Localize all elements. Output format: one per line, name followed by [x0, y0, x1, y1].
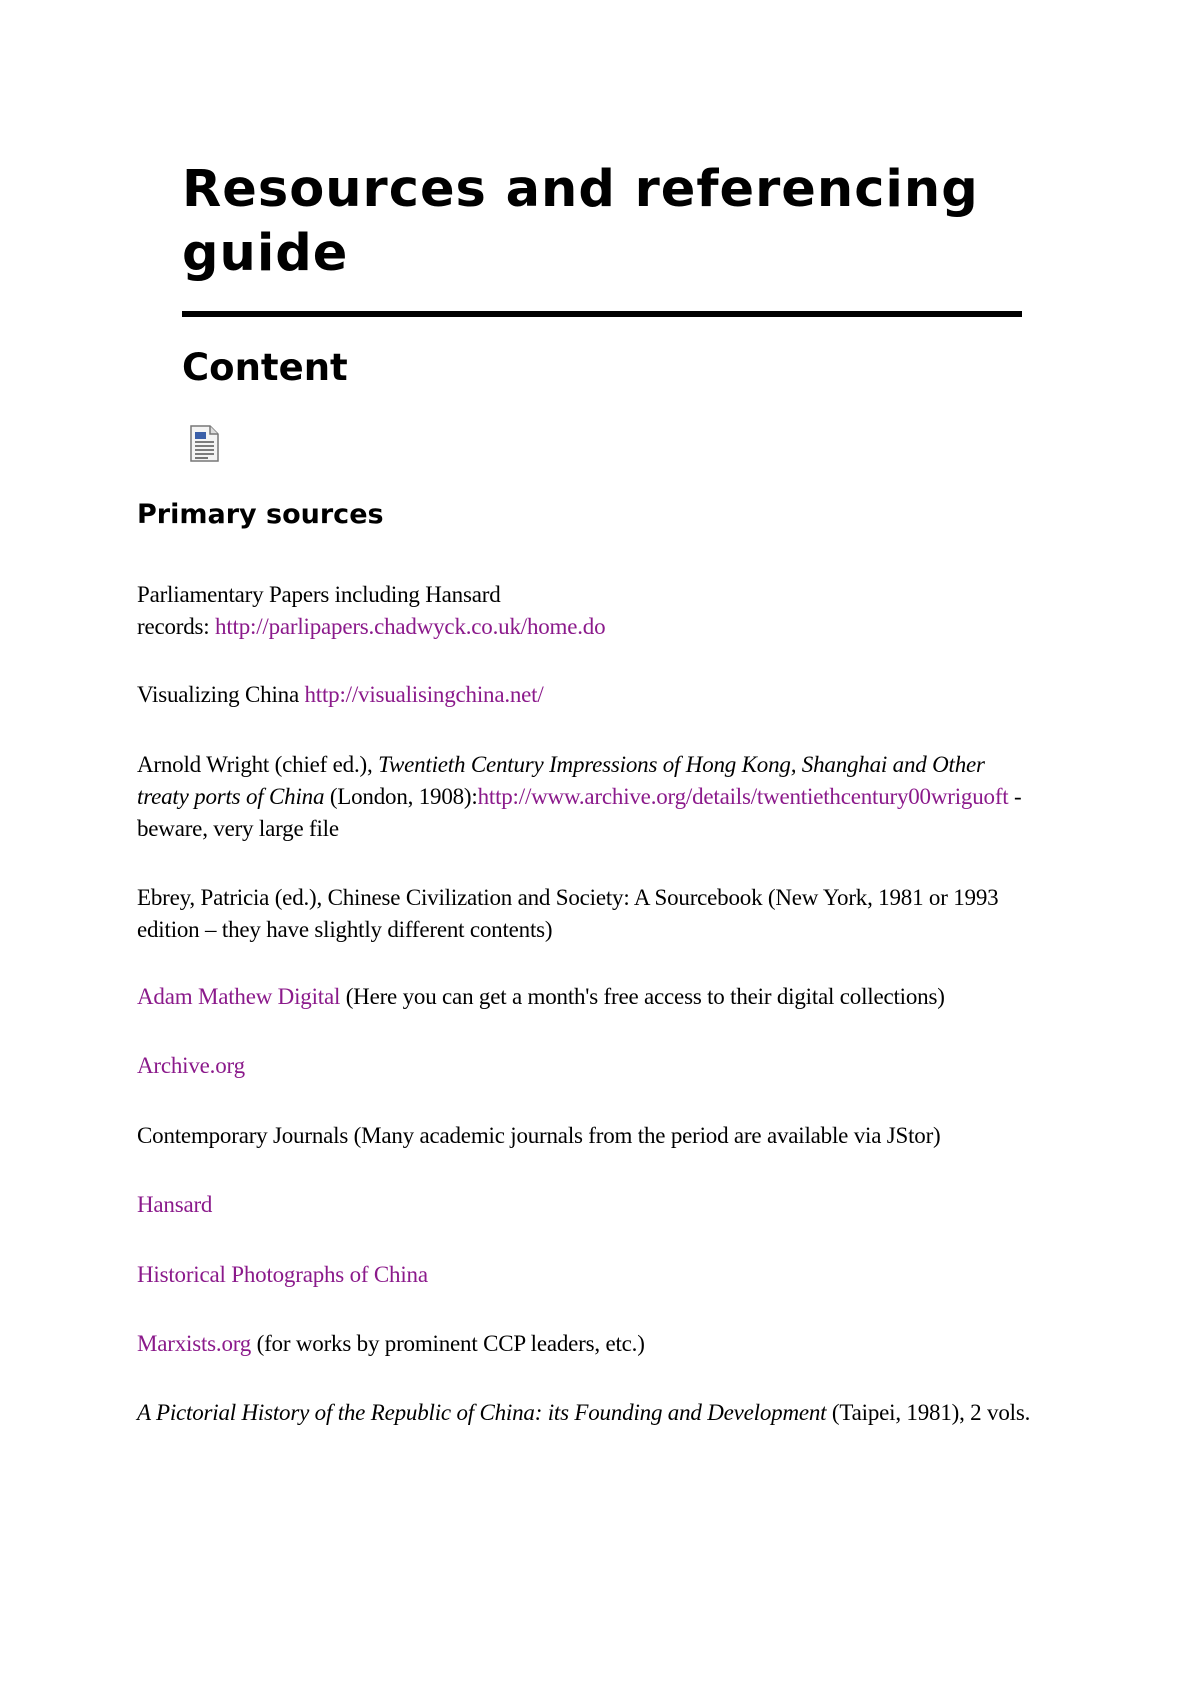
entry-archive-org [137, 1050, 1037, 1082]
entry-historical-photographs [137, 1259, 1037, 1291]
page-title: Resources and referencing guide [182, 160, 979, 283]
entry-pictorial-history [137, 1397, 1037, 1429]
entry-text: Visualizing China [137, 682, 305, 707]
title-divider [182, 311, 1022, 317]
document-icon[interactable] [188, 424, 222, 464]
historical-photographs-link[interactable]: Historical Photographs of China [137, 1262, 428, 1287]
entry-text: Parliamentary Papers including Hansard [137, 582, 501, 607]
entry-hansard [137, 1189, 1037, 1221]
entry-text: (Taipei, 1981), 2 vols. [826, 1400, 1031, 1425]
visualisingchina-link[interactable]: http://visualisingchina.net/ [304, 682, 544, 707]
archive-org-link[interactable]: Archive.org [137, 1053, 245, 1078]
entry-text: (for works by prominent CCP leaders, etc.) [251, 1331, 645, 1356]
adam-mathew-link[interactable]: Adam Mathew Digital [137, 984, 341, 1009]
entry-contemporary-journals: Contemporary Journals (Many academic journals from the period are available via JStor) [137, 1123, 941, 1148]
parlipapers-link[interactable]: http://parlipapers.chadwyck.co.uk/home.do [215, 614, 606, 639]
book-title: A Pictorial History of the Republic of China: its Founding and Development [137, 1400, 827, 1425]
entry-parliamentary-papers [137, 579, 1037, 643]
entry-visualizing-china [137, 679, 1037, 711]
entry-arnold-wright [137, 749, 1037, 845]
entry-text: (Here you can get a month's free access to their digital collections) [340, 984, 945, 1009]
entry-text: (London, 1908): [324, 784, 478, 809]
entry-text: Arnold Wright (chief ed.), [137, 752, 379, 777]
primary-sources-heading: Primary sources [137, 499, 384, 530]
marxists-link[interactable]: Marxists.org [137, 1331, 252, 1356]
content-heading: Content [182, 346, 348, 389]
entry-ebrey: Ebrey, Patricia (ed.), Chinese Civilization and Society: A Sourcebook (New York, 1981 or 1993 edition – they have slightly different contents) [137, 885, 999, 942]
entry-note: - beware, very large file [137, 784, 1022, 841]
entry-marxists [137, 1328, 1037, 1360]
entry-adam-mathew [137, 981, 1037, 1013]
archive-details-link[interactable]: http://www.archive.org/details/twentiethcentury00wriguoft [477, 784, 1009, 809]
entry-text: records: [137, 614, 216, 639]
hansard-link[interactable]: Hansard [137, 1192, 213, 1217]
book-title: Twentieth Century Impressions of Hong Kong, Shanghai and Other treaty ports of China [137, 752, 985, 809]
